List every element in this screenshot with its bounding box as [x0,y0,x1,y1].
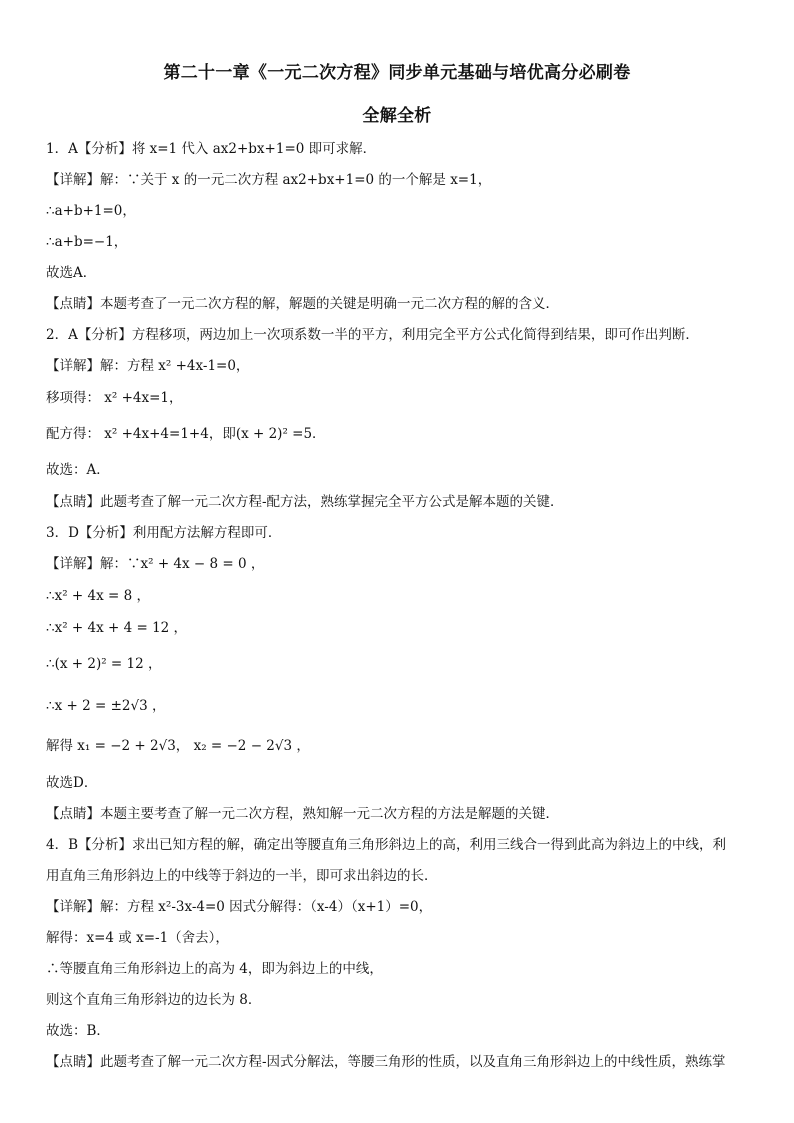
solution-line: ∴a+b=−1， [46,234,128,250]
solution-line: ∴x² + 4x + 4 = 12 ， [46,620,188,636]
document-title: 第二十一章《一元二次方程》同步单元基础与培优高分必刷卷 [163,63,631,83]
solution-line: 2．A【分析】方程移项，两边加上一次项系数一半的平方，利用完全平方公式化简得到结果，即可作出判断． [46,327,699,343]
solution-line: 用直角三角形斜边上的中线等于斜边的一半，即可求出斜边的长． [46,868,438,884]
solution-line: 故选：B． [46,1023,110,1039]
solution-line: 解得：x=4 或 x=-1（舍去）， [46,930,229,946]
solution-line: 【点睛】本题考查了一元二次方程的解，解题的关键是明确一元二次方程的解的含义． [46,296,559,312]
solution-line: ∴a+b+1=0， [46,203,136,219]
solution-line: 故选D． [46,775,98,791]
solution-line: 故选：A． [46,462,110,478]
solution-line: 配方得： x² +4x+4=1+4，即(x + 2)² =5． [46,426,326,442]
solution-line: 故选A． [46,265,97,281]
solution-line: 【详解】解：方程 x²-3x-4=0 因式分解得：（x-4）（x+1）=0， [46,899,433,915]
solution-line: 【详解】解：方程 x² +4x-1=0， [46,358,250,374]
document-subtitle: 全解全析 [362,106,432,126]
solution-line: 【点睛】此题考查了解一元二次方程-因式分解法，等腰三角形的性质，以及直角三角形斜边上的中线性质，熟练掌 [46,1054,726,1070]
solution-line: 则这个直角三角形斜边的边长为 8． [46,992,262,1008]
solution-line: ∴(x + 2)² = 12 ， [46,656,162,672]
solution-line: 【点睛】本题主要考查了解一元二次方程，熟知解一元二次方程的方法是解题的关键． [46,806,559,822]
solution-line: 【详解】解：∵关于 x 的一元二次方程 ax2+bx+1=0 的一个解是 x=1， [46,172,492,188]
solution-line: 【详解】解：∵x² + 4x − 8 = 0 ， [46,556,265,572]
solution-line: ∴x + 2 = ±2√3 ， [46,698,166,714]
solution-line: 【点睛】此题考查了解一元二次方程-配方法，熟练掌握完全平方公式是解本题的关键． [46,494,564,510]
solution-line: 1．A【分析】将 x=1 代入 ax2+bx+1=0 即可求解． [46,141,377,157]
solution-line: ∴等腰直角三角形斜边上的高为 4，即为斜边上的中线， [46,961,383,977]
solution-line: ∴x² + 4x = 8 ， [46,588,150,604]
solution-line: 3．D【分析】利用配方法解方程即可． [46,525,282,541]
solution-line: 移项得： x² +4x=1， [46,390,183,406]
solution-line: 4．B【分析】求出已知方程的解，确定出等腰直角三角形斜边上的高，利用三线合一得到此高为斜边上的中线，利 [46,837,727,853]
solution-line: 解得 x₁ = −2 + 2√3， x₂ = −2 − 2√3 ， [46,738,310,754]
